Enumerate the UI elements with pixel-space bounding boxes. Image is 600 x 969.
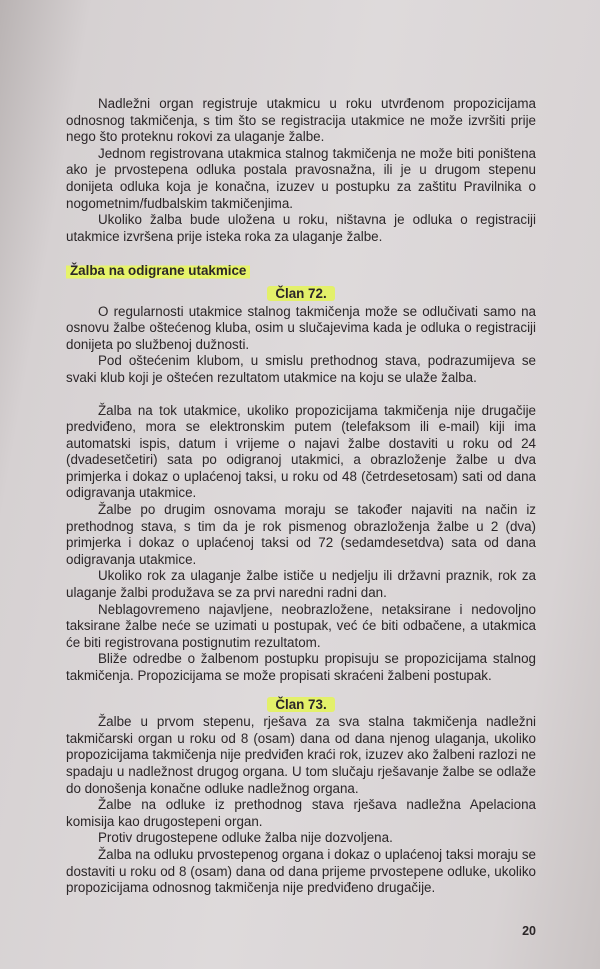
paragraph: Ukoliko rok za ulaganje žalbe ističe u nedjelju ili državni praznik, rok za ulaganje žalbi produžava se za prvi naredni radni dan. — [66, 568, 536, 601]
paragraph: Neblagovremeno najavljene, neobrazložene, netaksirane i nedovoljno taksirane žalbe neće se uzimati u postupak, već će biti odbačene, a utakmica će biti registrovana postignutim rezultatom. — [66, 601, 536, 650]
paragraph: Pod oštećenim klubom, u smislu prethodnog stava, podrazumijeva se svaki klub koji je oštećen rezultatom utakmice na koju se ulaže žalba. — [66, 353, 536, 385]
paragraph: Žalba na tok utakmice, ukoliko propozicijama takmičenja nije drugačije predviđeno, mora se elektronskim putem (telefaksom ili e-mail) kiji ima automatski ispis, datum i vrijeme o najavi žalbe dostaviti u roku od 24 (dvadesetčetiri) sata po odigranoj utakmici, a obrazloženje žalbe u dva primjerka i dokaz o uplaćenoj taksi, u roku od 48 (četrdesetosam) sati od dana odigravanja utakmice. — [66, 402, 536, 501]
article-73-title-text: Član 73. — [267, 697, 334, 712]
article-72-title — [66, 286, 536, 303]
section-heading: Žalba na odigrane utakmice — [66, 263, 250, 280]
article-73-title — [66, 697, 536, 714]
article-72-title-text: Član 72. — [267, 286, 334, 301]
paragraph: Bliže odredbe o žalbenom postupku propisuju se propozicijama stalnog takmičenja. Propozicijama se može propisati skraćeni žalbeni postupak. — [66, 651, 536, 683]
document-page — [66, 0, 536, 969]
paragraph: Ukoliko žalba bude uložena u roku, ništavna je odluka o registraciji utakmice izvršena prije isteka roka za ulaganje žalbe. — [66, 212, 536, 244]
page-number: 20 — [522, 923, 536, 938]
paragraph: Nadležni organ registruje utakmicu u roku utvrđenom propozicijama odnosnog takmičenja, s tim što se registracija utakmice ne može izvršiti prije nego što proteknu rokovi za ulaganje žalbe. — [66, 96, 536, 145]
paragraph: Žalbe na odluke iz prethodnog stava rješava nadležna Apelaciona komisija kao drugostepeni organ. — [66, 797, 536, 829]
paragraph: O regularnosti utakmice stalnog takmičenja može se odlučivati samo na osnovu žalbe oštećenog kluba, osim u slučajevima kada je odluka o registraciji donijeta po službenoj dužnosti. — [66, 303, 536, 352]
paragraph: Protiv drugostepene odluke žalba nije dozvoljena. — [98, 830, 393, 846]
paragraph: Žalba na odluku prvostepenog organa i dokaz o uplaćenoj taksi moraju se dostaviti u roku od 8 (osam) dana od dana prijeme prvostepene odluke, ukoliko propozicijama odnosnog takmičenja nije predviđeno drugačije. — [66, 846, 536, 896]
paragraph: Žalbe po drugim osnovama moraju se također najaviti na način iz prethodnog stava, s tim da je rok pismenog obrazloženja žalbe u 2 (dva) primjerka i dokaz o uplaćenoj taksi od 72 (sedamdesetdva) sata od dana odigravanja utakmice. — [66, 502, 536, 567]
paragraph: Jednom registrovana utakmica stalnog takmičenja ne može biti poništena ako je prvostepena odluka postala pravosnažna, ili je u drugom stepenu donijeta odluka koja je konačna, izuzev u postupku za zaštitu Pravilnika o nogometnim/fudbalskim takmičenjima. — [66, 145, 536, 211]
paragraph: Žalbe u prvom stepenu, rješava za sva stalna takmičenja nadležni takmičarski organ u roku od 8 (osam) dana od dana njenog ulaganja, ukoliko propozicijama takmičenja nije predviđen kraći rok, izuzev ako žalbeni razlozi ne spadaju u nadležnost drugog organa. U tom slučaju rješavanje žalbe se odlaže do donošenja konačne odluke nadležnog organa. — [66, 714, 536, 796]
